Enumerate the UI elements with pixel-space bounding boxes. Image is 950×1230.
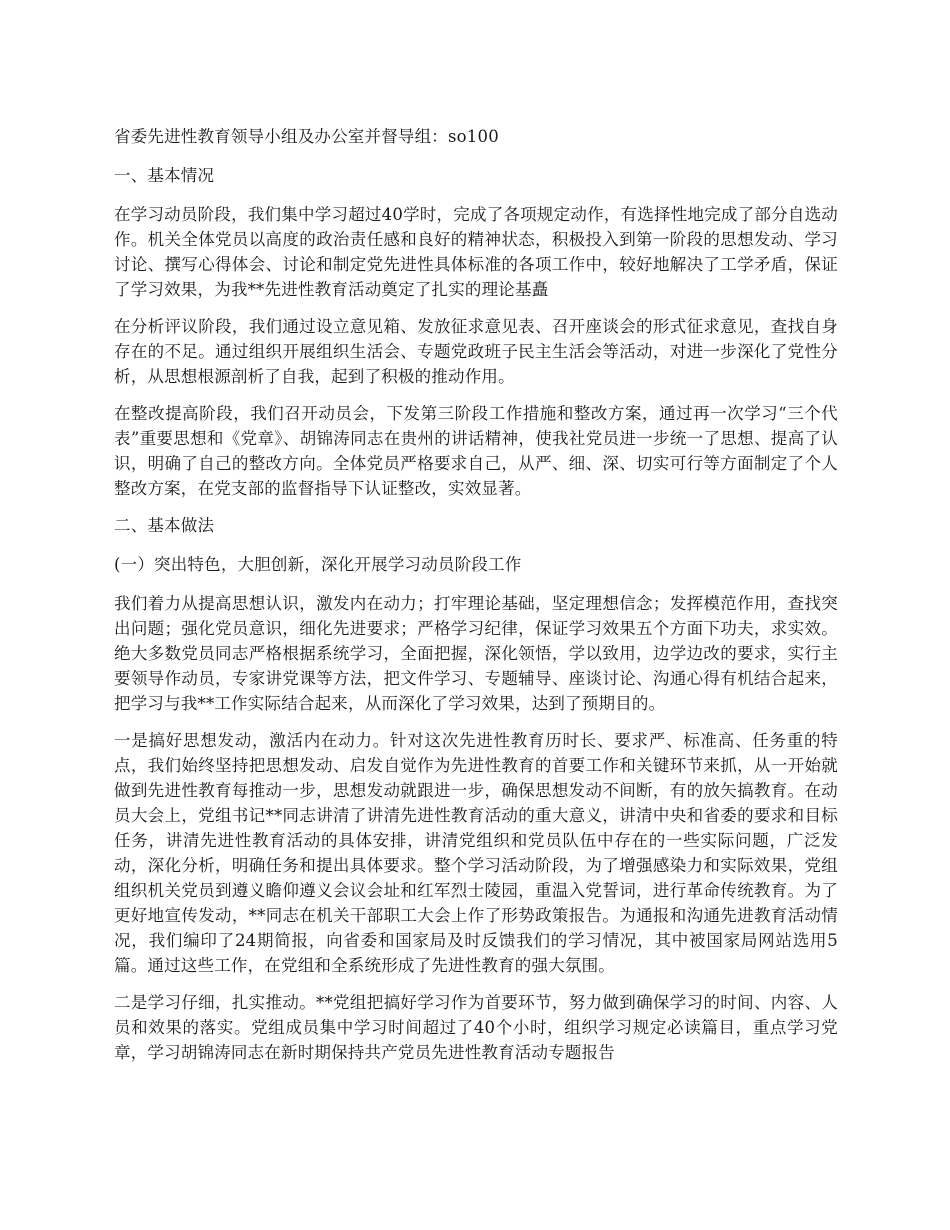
document-title: 省委先进性教育领导小组及办公室并督导组：so100: [114, 127, 499, 146]
subsection-heading: (一）突出特色，大胆创新，深化开展学习动员阶段工作: [114, 555, 522, 574]
paragraph: 在学习动员阶段，我们集中学习超过40学时，完成了各项规定动作，有选择性地完成了部分自选动作。机关全体党员以高度的政治责任感和良好的精神状态，积极投入到第一阶段的思想发动、学习讨论、撰写心得体会、讨论和制定党先进性具体标准的各项工作中，较好地解决了工学矛盾，保证了学习效果，为我**先进性教育活动奠定了扎实的理论基矗: [114, 205, 838, 299]
paragraph: 在整改提高阶段，我们召开动员会，下发第三阶段工作措施和整改方案，通过再一次学习“三个代表”重要思想和《党章》、胡锦涛同志在贵州的讲话精神，使我社党员进一步统一了思想、提高了认识，明确了自己的整改方向。全体党员严格要求自己，从严、细、深、切实可行等方面制定了个人整改方案，在党支部的监督指导下认证整改，实效显著。: [114, 404, 838, 498]
paragraph: 二是学习仔细，扎实推动。**党组把搞好学习作为首要环节，努力做到确保学习的时间、内容、人员和效果的落实。党组成员集中学习时间超过了40个小时，组织学习规定必读篇目，重点学习党章，学习胡锦涛同志在新时期保持共产党员先进性教育活动专题报告: [114, 993, 838, 1062]
paragraph: 我们着力从提高思想认识，激发内在动力；打牢理论基础，坚定理想信念；发挥模范作用，查找突出问题；强化党员意识，细化先进要求；严格学习纪律，保证学习效果五个方面下功夫，求实效。绝大多数党员同志严格根据系统学习，全面把握，深化领悟，学以致用，边学边改的要求，实行主要领导作动员，专家讲党课等方法，把文件学习、专题辅导、座谈讨论、沟通心得有机结合起来，把学习与我**工作实际结合起来，从而深化了学习效果，达到了预期目的。: [114, 594, 838, 713]
document-page: [114, 124, 838, 1077]
paragraph: 一是搞好思想发动，激活内在动力。针对这次先进性教育历时长、要求严、标准高、任务重的特点，我们始终坚持把思想发动、启发自觉作为先进性教育的首要工作和关键环节来抓，从一开始就做到先进性教育每推动一步，思想发动就跟进一步，确保思想发动不间断，有的放矢搞教育。在动员大会上，党组书记**同志讲清了讲清先进性教育活动的重大意义，讲清中央和省委的要求和目标任务，讲清先进性教育活动的具体安排，讲清党组织和党员队伍中存在的一些实际问题，广泛发动，深化分析，明确任务和提出具体要求。整个学习活动阶段，为了增强感染力和实际效果，党组组织机关党员到遵义瞻仰遵义会议会址和红军烈士陵园，重温入党誓词，进行革命传统教育。为了更好地宣传发动，**同志在机关干部职工大会上作了形势政策报告。为通报和沟通先进教育活动情况，我们编印了24期简报，向省委和国家局及时反馈我们的学习情况，其中被国家局网站选用5篇。通过这些工作，在党组和全系统形成了先进性教育的强大氛围。: [114, 731, 838, 975]
section-heading-basic-situation: 一、基本情况: [114, 166, 215, 185]
section-heading-basic-methods: 二、基本做法: [114, 516, 215, 535]
paragraph: 在分析评议阶段，我们通过设立意见箱、发放征求意见表、召开座谈会的形式征求意见，查找自身存在的不足。通过组织开展组织生活会、专题党政班子民主生活会等活动，对进一步深化了党性分析，从思想根源剖析了自我，起到了积极的推动作用。: [114, 317, 838, 386]
